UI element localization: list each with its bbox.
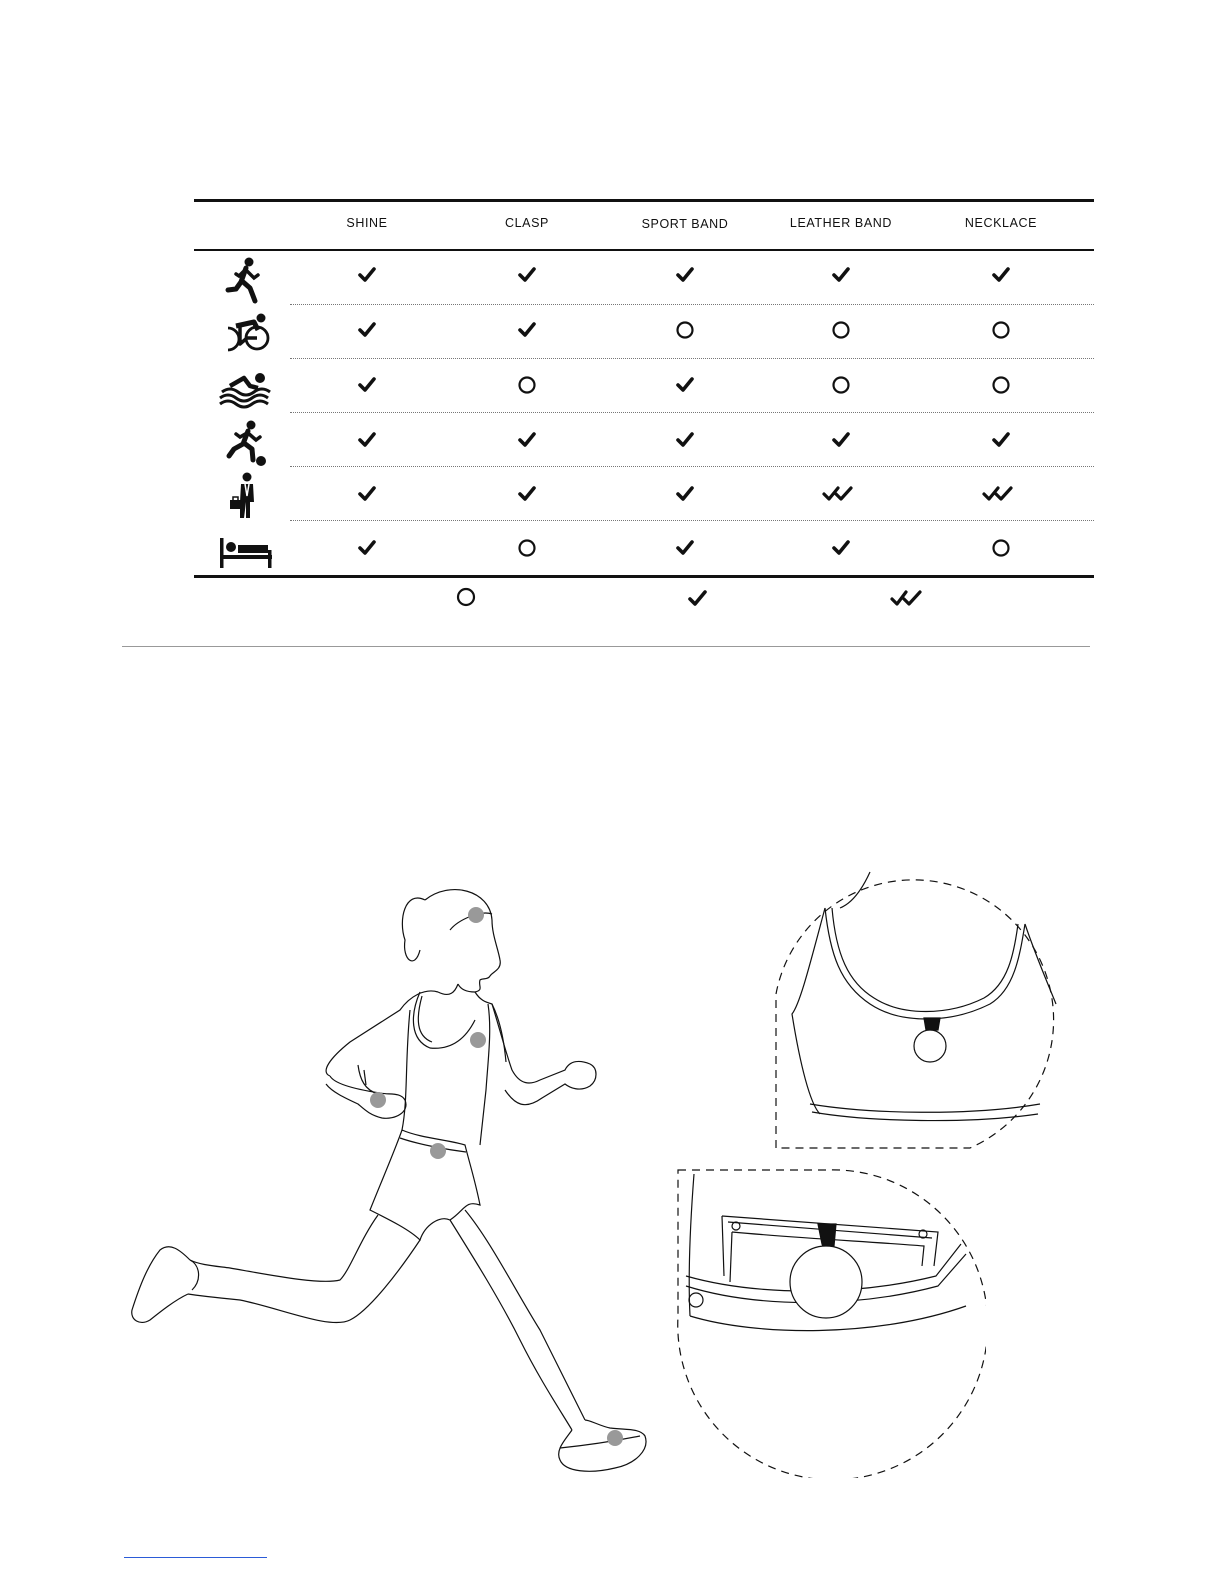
row-divider bbox=[290, 466, 1094, 467]
row-divider bbox=[290, 358, 1094, 359]
cell-check-icon bbox=[352, 315, 382, 345]
cell-circle-icon bbox=[826, 370, 856, 400]
cell-circle-icon bbox=[826, 315, 856, 345]
cell-check-icon bbox=[986, 425, 1016, 455]
cycling-icon bbox=[214, 312, 276, 360]
sleeping-icon bbox=[214, 528, 276, 576]
column-header-necklace: NECKLACE bbox=[964, 216, 1038, 230]
necklace-detail-illustration bbox=[770, 864, 1060, 1154]
cell-circle-icon bbox=[986, 370, 1016, 400]
cell-check-icon bbox=[670, 533, 700, 563]
cell-check-icon bbox=[670, 370, 700, 400]
cell-check-icon bbox=[670, 260, 700, 290]
header-rule bbox=[194, 249, 1094, 251]
cell-check-icon bbox=[512, 315, 542, 345]
runner-illustration bbox=[120, 880, 680, 1480]
cell-circle-icon bbox=[986, 533, 1016, 563]
swimming-icon bbox=[214, 364, 276, 412]
cell-check-icon bbox=[986, 260, 1016, 290]
cell-check-icon bbox=[352, 260, 382, 290]
cell-check-icon bbox=[352, 479, 382, 509]
business-icon bbox=[214, 472, 276, 520]
cell-check-icon bbox=[352, 533, 382, 563]
cell-check-icon bbox=[352, 425, 382, 455]
cell-check-icon bbox=[670, 425, 700, 455]
running-icon bbox=[214, 256, 276, 304]
cell-circle-icon bbox=[512, 370, 542, 400]
column-header-clasp: CLASP bbox=[505, 216, 549, 230]
column-header-leather-band: LEATHER BAND bbox=[789, 216, 893, 230]
cell-check-icon bbox=[826, 425, 856, 455]
cell-check-icon bbox=[512, 479, 542, 509]
cell-double-check-icon bbox=[819, 479, 863, 509]
legend-circle-icon bbox=[451, 582, 481, 612]
cell-check-icon bbox=[352, 370, 382, 400]
cell-circle-icon bbox=[986, 315, 1016, 345]
column-header-shine: SHINE bbox=[346, 216, 388, 230]
footer-link-underline[interactable] bbox=[124, 1557, 267, 1558]
table-bottom-rule bbox=[194, 575, 1094, 578]
cell-check-icon bbox=[826, 533, 856, 563]
pocket-detail-illustration bbox=[676, 1166, 986, 1478]
cell-check-icon bbox=[670, 479, 700, 509]
cell-check-icon bbox=[826, 260, 856, 290]
soccer-icon bbox=[214, 420, 276, 468]
row-divider bbox=[290, 412, 1094, 413]
cell-circle-icon bbox=[512, 533, 542, 563]
row-divider bbox=[290, 304, 1094, 305]
section-divider bbox=[122, 646, 1090, 647]
column-header-sport-band: SPORT BAND bbox=[641, 217, 729, 231]
legend-check-icon bbox=[683, 584, 713, 614]
cell-circle-icon bbox=[670, 315, 700, 345]
cell-check-icon bbox=[512, 260, 542, 290]
cell-check-icon bbox=[512, 425, 542, 455]
legend-double-check-icon bbox=[887, 584, 931, 614]
cell-double-check-icon bbox=[979, 479, 1023, 509]
row-divider bbox=[290, 520, 1094, 521]
table-top-rule bbox=[194, 199, 1094, 202]
